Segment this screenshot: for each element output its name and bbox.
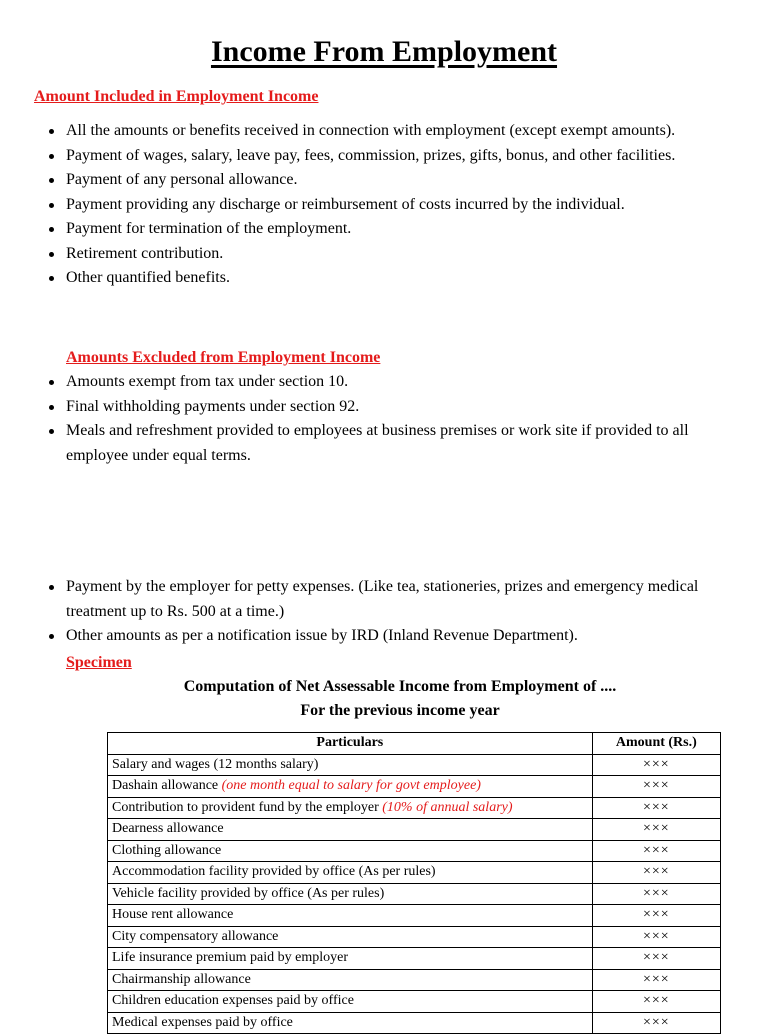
list-item: Meals and refreshment provided to employees at business premises or work site if provided to all employee under equal terms. xyxy=(0,419,736,468)
particular-text: Accommodation facility provided by office (As per rules) xyxy=(112,864,436,880)
particular-text: Children education expenses paid by office xyxy=(112,993,354,1009)
amount-cell: ××× xyxy=(592,883,720,905)
particular-text: Chairmanship allowance xyxy=(112,971,251,987)
amount-cell: ××× xyxy=(592,797,720,819)
particular-text: Vehicle facility provided by office (As per rules) xyxy=(112,885,385,901)
particular-text: Medical expenses paid by office xyxy=(112,1014,293,1030)
amount-cell: ××× xyxy=(592,819,720,841)
table-row xyxy=(108,840,721,862)
amount-cell: ××× xyxy=(592,926,720,948)
computation-title: Computation of Net Assessable Income from Employment of .... xyxy=(183,678,617,695)
particular-text: City compensatory allowance xyxy=(112,928,279,944)
table-body xyxy=(108,754,721,1034)
particular-cell xyxy=(108,926,593,948)
particular-text: Salary and wages (12 months salary) xyxy=(112,756,319,772)
computation-subtitle: For the previous income year xyxy=(300,702,500,719)
list-item: Other amounts as per a notification issue by IRD (Inland Revenue Department). xyxy=(0,624,736,649)
amount-cell: ××× xyxy=(592,1012,720,1034)
list-item: Retirement contribution. xyxy=(0,242,736,267)
table-row xyxy=(108,1012,721,1034)
particular-cell xyxy=(108,776,593,798)
table-row xyxy=(108,948,721,970)
table-row xyxy=(108,797,721,819)
table-row xyxy=(108,883,721,905)
list-item: Amounts exempt from tax under section 10. xyxy=(0,370,736,395)
amount-cell: ××× xyxy=(592,754,720,776)
amount-cell: ××× xyxy=(592,948,720,970)
particular-text: Life insurance premium paid by employer xyxy=(112,950,348,966)
table-row xyxy=(108,969,721,991)
included-heading: Amount Included in Employment Income xyxy=(34,88,319,105)
particular-text: Dearness allowance xyxy=(112,821,224,837)
particular-cell xyxy=(108,840,593,862)
amount-cell: ××× xyxy=(592,969,720,991)
particular-cell xyxy=(108,905,593,927)
particular-cell xyxy=(108,1012,593,1034)
table-row xyxy=(108,991,721,1013)
excluded-list xyxy=(0,370,736,468)
list-item: All the amounts or benefits received in connection with employment (except exempt amounts). xyxy=(0,119,736,144)
list-item: Payment providing any discharge or reimbursement of costs incurred by the individual. xyxy=(0,193,736,218)
particular-text: Contribution to provident fund by the employer xyxy=(112,799,383,815)
amount-cell: ××× xyxy=(592,840,720,862)
amount-cell: ××× xyxy=(592,905,720,927)
table-row xyxy=(108,862,721,884)
table-row xyxy=(108,776,721,798)
list-item: Payment of wages, salary, leave pay, fees, commission, prizes, gifts, bonus, and other facilities. xyxy=(0,144,736,169)
list-item: Other quantified benefits. xyxy=(0,266,736,291)
particular-cell xyxy=(108,969,593,991)
particular-note: (one month equal to salary for govt employee) xyxy=(221,778,481,794)
particular-cell xyxy=(108,819,593,841)
list-item: Payment for termination of the employment. xyxy=(0,217,736,242)
excluded-list-continued xyxy=(0,575,736,649)
particular-cell xyxy=(108,797,593,819)
column-header-particulars: Particulars xyxy=(108,733,593,755)
table-row xyxy=(108,819,721,841)
particular-note: (10% of annual salary) xyxy=(382,799,513,815)
amount-cell: ××× xyxy=(592,776,720,798)
included-list xyxy=(0,119,736,291)
list-item: Payment of any personal allowance. xyxy=(0,168,736,193)
particular-cell xyxy=(108,991,593,1013)
amount-cell: ××× xyxy=(592,862,720,884)
page-title: Income From Employment xyxy=(210,35,558,68)
amount-cell: ××× xyxy=(592,991,720,1013)
particular-cell xyxy=(108,754,593,776)
list-item: Payment by the employer for petty expenses. (Like tea, stationeries, prizes and emergency medical treatment up to Rs. 500 at a time.) xyxy=(0,575,736,624)
particular-cell xyxy=(108,948,593,970)
column-header-amount: Amount (Rs.) xyxy=(592,733,720,755)
table-row xyxy=(108,926,721,948)
particular-text: House rent allowance xyxy=(112,907,234,923)
specimen-table xyxy=(107,732,721,1034)
excluded-heading: Amounts Excluded from Employment Income xyxy=(66,349,381,366)
particular-cell xyxy=(108,883,593,905)
table-header-row xyxy=(108,733,721,755)
particular-cell xyxy=(108,862,593,884)
particular-text: Dashain allowance xyxy=(112,778,222,794)
table-row xyxy=(108,905,721,927)
table-row xyxy=(108,754,721,776)
particular-text: Clothing allowance xyxy=(112,842,222,858)
specimen-heading: Specimen xyxy=(66,654,132,671)
list-item: Final withholding payments under section 92. xyxy=(0,395,736,420)
